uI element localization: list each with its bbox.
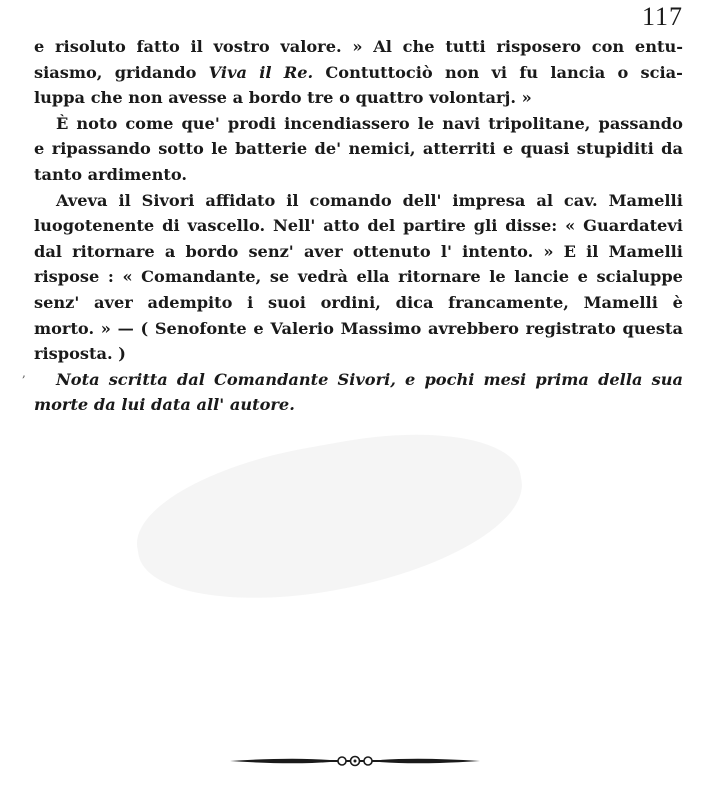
- word: le: [489, 267, 506, 287]
- word: quattro: [355, 88, 424, 108]
- word: vascello.: [187, 216, 266, 236]
- word: l': [440, 241, 452, 261]
- word: ripassando: [51, 139, 151, 159]
- word: Re.: [283, 62, 314, 82]
- word: che: [402, 37, 435, 56]
- word: impresa: [452, 190, 526, 210]
- word: batterie: [235, 139, 308, 159]
- word: rispose: [34, 267, 100, 287]
- word: come: [125, 113, 174, 133]
- word: il: [259, 62, 272, 82]
- text-line: [34, 392, 683, 418]
- word: partire: [403, 216, 466, 236]
- text-line: [34, 316, 683, 342]
- word: scialuppe: [596, 267, 683, 287]
- word: Mamelli: [608, 241, 683, 261]
- text-line: [34, 239, 683, 265]
- word: aver: [303, 241, 343, 261]
- word: tanto: [34, 164, 83, 184]
- word: prodi: [227, 113, 276, 133]
- word: intento.: [462, 241, 534, 261]
- word: siasmo,: [34, 62, 103, 82]
- word: navi: [442, 113, 481, 133]
- word: ritornare: [398, 267, 481, 287]
- word: e: [577, 267, 588, 287]
- word: »: [100, 318, 111, 338]
- word: sotto: [158, 139, 204, 159]
- word: è: [672, 292, 683, 312]
- word: valore.: [280, 37, 342, 56]
- word: comando: [309, 190, 392, 210]
- word: dal: [176, 369, 205, 389]
- word: e: [34, 139, 45, 159]
- word: :: [107, 267, 114, 287]
- word: avesse: [168, 88, 227, 108]
- word: registrato: [525, 318, 616, 338]
- word: il: [190, 37, 203, 56]
- word: aver: [94, 292, 133, 312]
- word: il: [118, 190, 131, 210]
- word: mesi: [483, 369, 527, 389]
- word: risposero: [496, 37, 582, 56]
- word: luppa: [34, 88, 86, 108]
- word: luogotenente: [34, 216, 155, 236]
- word: È: [56, 113, 69, 133]
- word: suoi: [268, 292, 306, 312]
- word: bordo: [185, 241, 239, 261]
- word: a: [232, 88, 244, 108]
- word: e: [253, 318, 264, 338]
- word: noto: [76, 113, 118, 133]
- word: Mamelli: [583, 292, 658, 312]
- word: a: [164, 241, 176, 261]
- word: senz': [248, 241, 294, 261]
- word: que': [181, 113, 220, 133]
- word: vostro: [213, 37, 270, 56]
- word: entu-: [634, 37, 683, 56]
- word: questa: [622, 318, 683, 338]
- word: di: [162, 216, 180, 236]
- word: Nota: [56, 369, 100, 389]
- word: se: [269, 267, 290, 287]
- word: i: [247, 292, 254, 312]
- word: lancie: [514, 267, 570, 287]
- word: ritornare: [72, 241, 155, 261]
- word: stupiditi: [576, 139, 654, 159]
- word: autore.: [229, 395, 295, 415]
- word: sua: [651, 369, 683, 389]
- text-line: [34, 367, 683, 393]
- word: il: [586, 241, 599, 261]
- word: dica: [395, 292, 434, 312]
- text-line: [34, 34, 683, 60]
- word: e: [405, 369, 416, 389]
- word: ottenuto: [352, 241, 431, 261]
- word: avrebbero: [427, 318, 519, 338]
- word: lui: [121, 395, 146, 415]
- text-line: [34, 188, 683, 214]
- word: »: [521, 88, 532, 108]
- word: della: [598, 369, 643, 389]
- text-line: [34, 341, 683, 367]
- word: de': [314, 139, 342, 159]
- word: Sivori: [141, 190, 195, 210]
- text-line: [34, 162, 683, 188]
- word: —: [117, 318, 134, 338]
- word: fatto: [136, 37, 180, 56]
- word: ): [118, 344, 126, 364]
- word: morte: [34, 395, 89, 415]
- word: nemici,: [348, 139, 416, 159]
- word: dal: [34, 241, 62, 261]
- word: e: [502, 139, 514, 159]
- word: non: [444, 62, 480, 82]
- word: Sivori,: [337, 369, 396, 389]
- word: le: [211, 139, 228, 159]
- word: da: [93, 395, 116, 415]
- word: Nell': [273, 216, 316, 236]
- word: E: [563, 241, 576, 261]
- word: con: [591, 37, 625, 56]
- word: vedrà: [297, 267, 348, 287]
- word: »: [352, 37, 363, 56]
- word: pochi: [424, 369, 475, 389]
- word: volontarj.: [429, 88, 516, 108]
- word: «: [122, 267, 133, 287]
- word: affidato: [205, 190, 276, 210]
- page-number: 117: [641, 2, 683, 31]
- word: fu: [519, 62, 539, 82]
- word: morto.: [34, 318, 95, 338]
- word: prima: [535, 369, 589, 389]
- paper-stain: [125, 412, 534, 623]
- word: dell': [402, 190, 442, 210]
- word: non: [128, 88, 163, 108]
- word: Comandante: [214, 369, 329, 389]
- text-line: [34, 213, 683, 239]
- word: ardimento.: [87, 164, 187, 184]
- word: data: [151, 395, 191, 415]
- word: scritta: [108, 369, 168, 389]
- text-line: [34, 136, 683, 162]
- word: vi: [491, 62, 508, 82]
- word: passando: [598, 113, 683, 133]
- word: Mamelli: [608, 190, 683, 210]
- word: ella: [356, 267, 390, 287]
- margin-mark: ,: [22, 366, 26, 380]
- word: scia-: [640, 62, 683, 82]
- word: tre: [307, 88, 334, 108]
- word: Senofonte: [154, 318, 247, 338]
- word: gridando: [114, 62, 197, 82]
- word: ordini,: [320, 292, 381, 312]
- text-line: [34, 290, 683, 316]
- word: all': [196, 395, 225, 415]
- word: il: [286, 190, 299, 210]
- word: Contuttociò: [325, 62, 433, 82]
- word: Guardatevi: [583, 216, 683, 236]
- text-line: [34, 111, 683, 137]
- word: cav.: [563, 190, 598, 210]
- word: o: [339, 88, 350, 108]
- word: le: [417, 113, 435, 133]
- word: adempito: [147, 292, 233, 312]
- word: disse:: [505, 216, 558, 236]
- end-ornament-icon: [230, 752, 480, 770]
- word: tutti: [445, 37, 486, 56]
- word: atto: [323, 216, 360, 236]
- word: risposta.: [34, 344, 113, 364]
- word: tripolitane,: [488, 113, 591, 133]
- word: gli: [473, 216, 498, 236]
- word: Viva: [208, 62, 247, 82]
- word: e: [34, 37, 45, 56]
- word: del: [367, 216, 396, 236]
- word: risoluto: [55, 37, 126, 56]
- word: lancia: [550, 62, 606, 82]
- body-text: [34, 34, 683, 418]
- word: Massimo: [340, 318, 422, 338]
- word: al: [536, 190, 553, 210]
- word: che: [90, 88, 123, 108]
- word: Al: [373, 37, 392, 56]
- word: Aveva: [56, 190, 108, 210]
- word: quasi: [520, 139, 570, 159]
- text-line: [34, 264, 683, 290]
- word: senz': [34, 292, 80, 312]
- word: da: [661, 139, 683, 159]
- word: Valerio: [270, 318, 334, 338]
- word: »: [543, 241, 554, 261]
- text-line: [34, 85, 683, 111]
- word: (: [140, 318, 149, 338]
- word: Comandante,: [141, 267, 262, 287]
- word: atterriti: [422, 139, 496, 159]
- word: incendiassero: [284, 113, 410, 133]
- word: francamente,: [448, 292, 569, 312]
- text-line: [34, 60, 683, 86]
- word: bordo: [248, 88, 302, 108]
- word: o: [617, 62, 629, 82]
- word: «: [565, 216, 576, 236]
